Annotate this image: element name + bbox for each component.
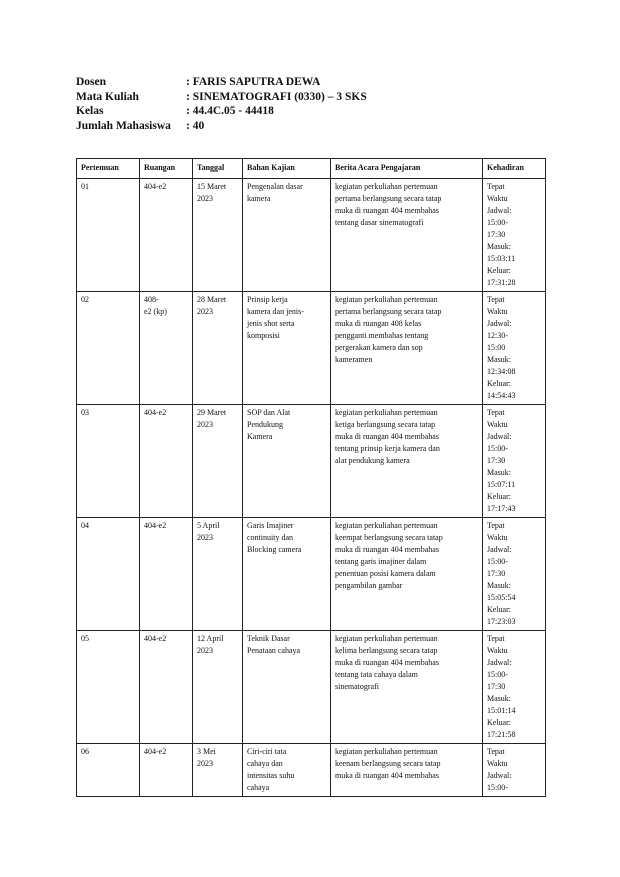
cell-pertemuan: 06 [77,744,140,797]
cell-tanggal: 3 Mei 2023 [193,744,243,797]
cell-kehadiran: Tepat Waktu Jadwal: 15:00- 17:30 Masuk: 15:01:14 Keluar: 17:21:58 [483,631,546,744]
cell-bahan-kajian: SOP dan Alat Pendukung Kamera [243,405,331,518]
cell-kehadiran: Tepat Waktu Jadwal: 15:00- 17:30 Masuk: 15:07:11 Keluar: 17:17:43 [483,405,546,518]
cell-berita-acara: kegiatan perkuliahan pertemuan ketiga berlangsung secara tatap muka di ruangan 404 membahas tentang prinsip kerja kamera dan alat pendukung kamera [331,405,483,518]
column-header-bahan-kajian: Bahan Kajian [243,159,331,179]
cell-bahan-kajian: Prinsip kerja kamera dan jenis- jenis shot serta komposisi [243,292,331,405]
cell-kehadiran: Tepat Waktu Jadwal: 15:00- [483,744,546,797]
header-value: : FARIS SAPUTRA DEWA [186,76,321,88]
header-label: Mata Kuliah [76,90,139,103]
header-label: Jumlah Mahasiswa [76,119,171,132]
column-header-ruangan: Ruangan [140,159,193,179]
cell-ruangan: 404-e2 [140,631,193,744]
cell-kehadiran: Tepat Waktu Jadwal: 15:00- 17:30 Masuk: 15:03:11 Keluar: 17:31:28 [483,179,546,292]
cell-bahan-kajian: Ciri-ciri tata cahaya dan intensitas suhu cahaya [243,744,331,797]
cell-bahan-kajian: Teknik Dasar Penataan cahaya [243,631,331,744]
column-header-berita-acara: Berita Acara Pengajaran [331,159,483,179]
cell-ruangan: 404-e2 [140,518,193,631]
header-label: Kelas [76,105,104,117]
cell-tanggal: 15 Maret 2023 [193,179,243,292]
cell-ruangan: 404-e2 [140,179,193,292]
cell-berita-acara: kegiatan perkuliahan pertemuan pertama berlangsung secara tatap muka di ruangan 404 membahas tentang dasar sinematografi [331,179,483,292]
cell-bahan-kajian: Pengenalan dasar kamera [243,179,331,292]
cell-kehadiran: Tepat Waktu Jadwal: 12:30- 15:00 Masuk: 12:34:08 Keluar: 14:54:43 [483,292,546,405]
cell-berita-acara: kegiatan perkuliahan pertemuan kelima berlangsung secara tatap muka di ruangan 404 membahas tentang tata cahaya dalam sinematografi [331,631,483,744]
cell-pertemuan: 01 [77,179,140,292]
table-row [77,744,546,797]
header-row-mata-kuliah [76,90,367,105]
table-row [77,179,546,292]
table-row [77,631,546,744]
cell-ruangan: 408- e2 (kp) [140,292,193,405]
header-value: : SINEMATOGRAFI (0330) – 3 SKS [186,90,367,103]
header-value: : 44.4C.05 - 44418 [186,105,274,117]
column-header-pertemuan: Pertemuan [77,159,140,179]
table-row [77,518,546,631]
header-row-kelas [76,104,367,119]
cell-pertemuan: 05 [77,631,140,744]
cell-ruangan: 404-e2 [140,405,193,518]
cell-pertemuan: 03 [77,405,140,518]
cell-berita-acara: kegiatan perkuliahan pertemuan pertama berlangsung secara tatap muka di ruangan 408 kelas pengganti membahas tentang pergerakan kamera dan sop kameramen [331,292,483,405]
header-row-jumlah-mahasiswa [76,119,367,134]
cell-bahan-kajian: Garis Imajiner continuity dan Blocking camera [243,518,331,631]
cell-berita-acara: kegiatan perkuliahan pertemuan keempat berlangsung secara tatap muka di ruangan 404 membahas tentang garis imajiner dalam penentuan posisi kamera dalam pengambilan gambar [331,518,483,631]
table-header-row [77,159,546,179]
header-label: Dosen [76,76,107,88]
cell-tanggal: 12 April 2023 [193,631,243,744]
column-header-kehadiran: Kehadiran [483,159,546,179]
attendance-table [76,158,546,797]
table-row [77,405,546,518]
table-row [77,292,546,405]
cell-tanggal: 28 Maret 2023 [193,292,243,405]
header-row-dosen [76,75,367,90]
cell-pertemuan: 02 [77,292,140,405]
cell-pertemuan: 04 [77,518,140,631]
header-value: : 40 [186,119,205,132]
cell-tanggal: 5 April 2023 [193,518,243,631]
column-header-tanggal: Tanggal [193,159,243,179]
cell-berita-acara: kegiatan perkuliahan pertemuan keenam berlangsung secara tatap muka di ruangan 404 membahas [331,744,483,797]
cell-kehadiran: Tepat Waktu Jadwal: 15:00- 17:30 Masuk: 15:05:54 Keluar: 17:23:03 [483,518,546,631]
header-info [76,75,367,133]
cell-ruangan: 404-e2 [140,744,193,797]
cell-tanggal: 29 Maret 2023 [193,405,243,518]
